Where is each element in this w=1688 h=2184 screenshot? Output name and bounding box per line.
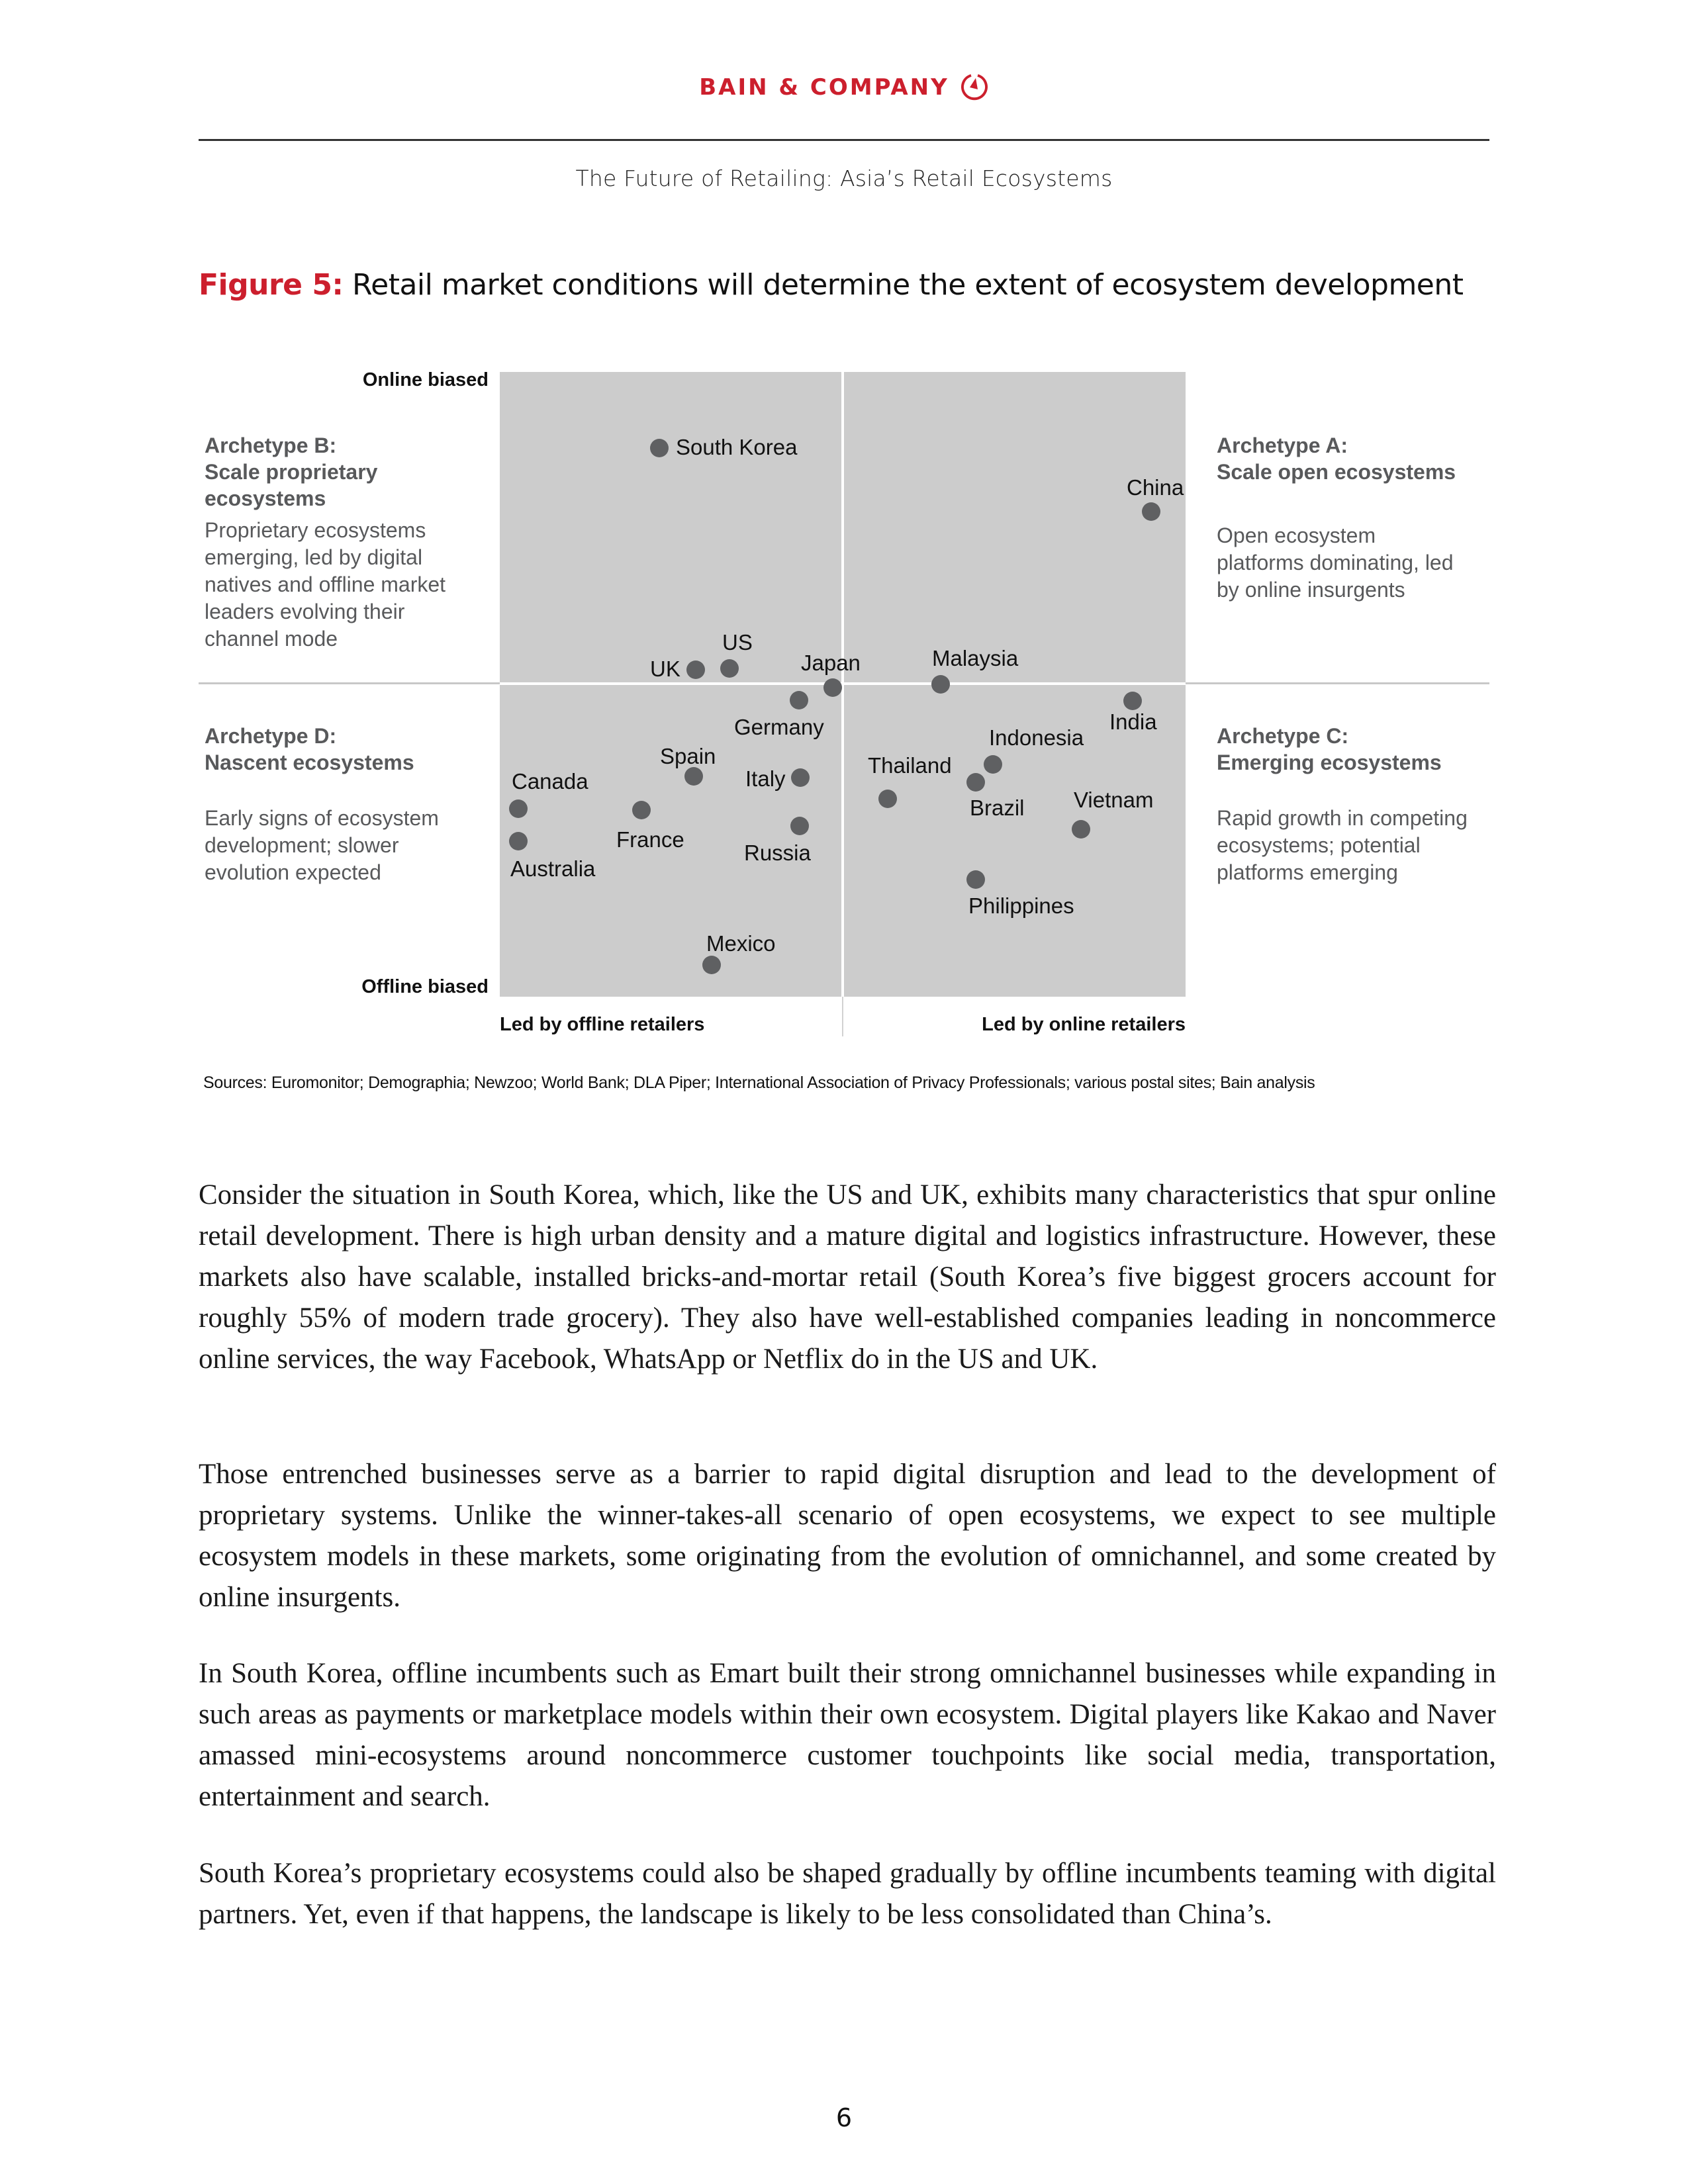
data-point-thailand [878, 790, 897, 808]
point-label-spain: Spain [660, 744, 716, 768]
point-label-china: China [1127, 475, 1184, 500]
figure-title-text: Retail market conditions will determine the extent of ecosystem development [352, 268, 1464, 302]
data-point-south-korea [650, 439, 669, 457]
archetype-a [1217, 432, 1495, 604]
archetype-b-title: Archetype B: [205, 433, 337, 457]
point-label-vietnam: Vietnam [1074, 788, 1154, 812]
point-label-indonesia: Indonesia [989, 725, 1084, 750]
data-point-italy [791, 768, 810, 787]
data-point-japan [823, 678, 842, 697]
body-paragraph-3: In South Korea, offline incumbents such as Emart built their strong omnichannel businesses while expanding in such areas as payments or marketplace models within their own ecosystem. Digital players like Kakao and Naver amassed mini-ecosystems around noncommerce customer touchpoints like social media, transportation, entertainment and search. [199, 1658, 1496, 1812]
data-point-uk [686, 660, 705, 679]
archetype-d-subtitle: Nascent ecosystems [205, 751, 414, 774]
archetype-b [205, 432, 483, 653]
point-label-italy: Italy [745, 766, 786, 791]
data-point-russia [790, 817, 809, 835]
point-label-us: US [722, 630, 753, 655]
bain-logo-icon [960, 73, 989, 102]
point-label-france: France [616, 827, 684, 852]
y-axis-top-label: Online biased [362, 369, 489, 390]
archetype-a-subtitle: Scale open ecosystems [1217, 460, 1456, 484]
point-label-philippines: Philippines [968, 893, 1074, 918]
y-axis-bottom-label: Offline biased [361, 976, 489, 997]
document-title: The Future of Retailing: Asia’s Retail Ecosystems [575, 165, 1113, 191]
archetype-d-title: Archetype D: [205, 724, 337, 748]
data-point-spain [684, 767, 703, 786]
x-axis-left-label: Led by offline retailers [500, 1014, 705, 1035]
archetype-a-title: Archetype A: [1217, 433, 1348, 457]
data-point-vietnam [1072, 820, 1090, 839]
point-label-germany: Germany [734, 715, 824, 739]
data-point-canada [509, 799, 528, 818]
figure-sources: Sources: Euromonitor; Demographia; Newzoo; World Bank; DLA Piper; International Association of Privacy Professionals; various postal sites; Bain analysis [203, 1073, 1315, 1092]
data-point-malaysia [931, 675, 950, 694]
point-label-uk: UK [650, 657, 680, 681]
archetype-c-description: Rapid growth in competing ecosystems; potential platforms emerging [1217, 806, 1468, 884]
archetype-d-description: Early signs of ecosystem development; slower evolution expected [205, 806, 439, 884]
data-point-india [1123, 692, 1142, 710]
data-point-philippines [966, 870, 985, 889]
point-label-malaysia: Malaysia [932, 646, 1019, 670]
data-point-germany [790, 691, 808, 709]
archetype-d [205, 723, 483, 886]
figure-title [199, 268, 1464, 302]
body-paragraph-2: Those entrenched businesses serve as a barrier to rapid digital disruption and lead to the development of proprietary systems. Unlike the winner-takes-all scenario of open ecosystems, we expect to see multiple ecosystem models in these markets, some originating from the evolution of omnichannel, and some created by online insurgents. [199, 1459, 1496, 1613]
archetype-b-description: Proprietary ecosystems emerging, led by digital natives and offline market leaders evolving their channel mode [205, 518, 446, 651]
vertical-divider-extension [842, 997, 843, 1036]
data-point-france [632, 801, 651, 819]
point-label-india: India [1109, 709, 1157, 734]
page-number: 6 [835, 2103, 853, 2132]
point-label-canada: Canada [512, 769, 588, 794]
divider-left-extension [199, 682, 500, 684]
body-paragraph-1: Consider the situation in South Korea, which, like the US and UK, exhibits many characteristics that spur online retail development. There is high urban density and a mature digital and logistics infrastructure. However, these markets also have scalable, installed bricks-and-mortar retail (South Korea’s five biggest grocers account for roughly 55% of modern trade grocery). They also have well-established companies leading in noncommerce online services, the way Facebook, WhatsApp or Netflix do in the US and UK. [199, 1179, 1496, 1375]
data-point-australia [509, 832, 528, 850]
vertical-divider [841, 372, 844, 1037]
header-divider [199, 139, 1489, 141]
brand-name: BAIN & COMPANY [699, 74, 949, 101]
figure-number: Figure 5: [199, 268, 344, 302]
data-point-china [1142, 502, 1160, 521]
data-point-us [720, 659, 739, 678]
brand-header [0, 73, 1688, 102]
point-label-thailand: Thailand [868, 753, 952, 778]
point-label-mexico: Mexico [706, 931, 776, 956]
x-axis-right-label: Led by online retailers [982, 1014, 1186, 1035]
archetype-b-subtitle: Scale proprietary ecosystems [205, 460, 378, 510]
archetype-a-description: Open ecosystem platforms dominating, led by online insurgents [1217, 523, 1454, 602]
archetype-c [1217, 723, 1495, 886]
point-label-australia: Australia [510, 856, 596, 881]
data-point-indonesia [984, 755, 1002, 774]
data-point-brazil [966, 773, 985, 792]
point-label-russia: Russia [744, 841, 811, 865]
point-label-south-korea: South Korea [676, 435, 798, 459]
body-paragraph-4: South Korea’s proprietary ecosystems could also be shaped gradually by offline incumbents teaming with digital partners. Yet, even if that happens, the landscape is likely to be less consolidated than China’s. [199, 1858, 1496, 1930]
point-label-brazil: Brazil [970, 796, 1025, 820]
point-label-japan: Japan [801, 651, 861, 675]
archetype-c-subtitle: Emerging ecosystems [1217, 751, 1442, 774]
divider-right-extension [1186, 682, 1489, 684]
horizontal-divider [500, 682, 1186, 685]
data-point-mexico [702, 956, 721, 974]
archetype-c-title: Archetype C: [1217, 724, 1349, 748]
